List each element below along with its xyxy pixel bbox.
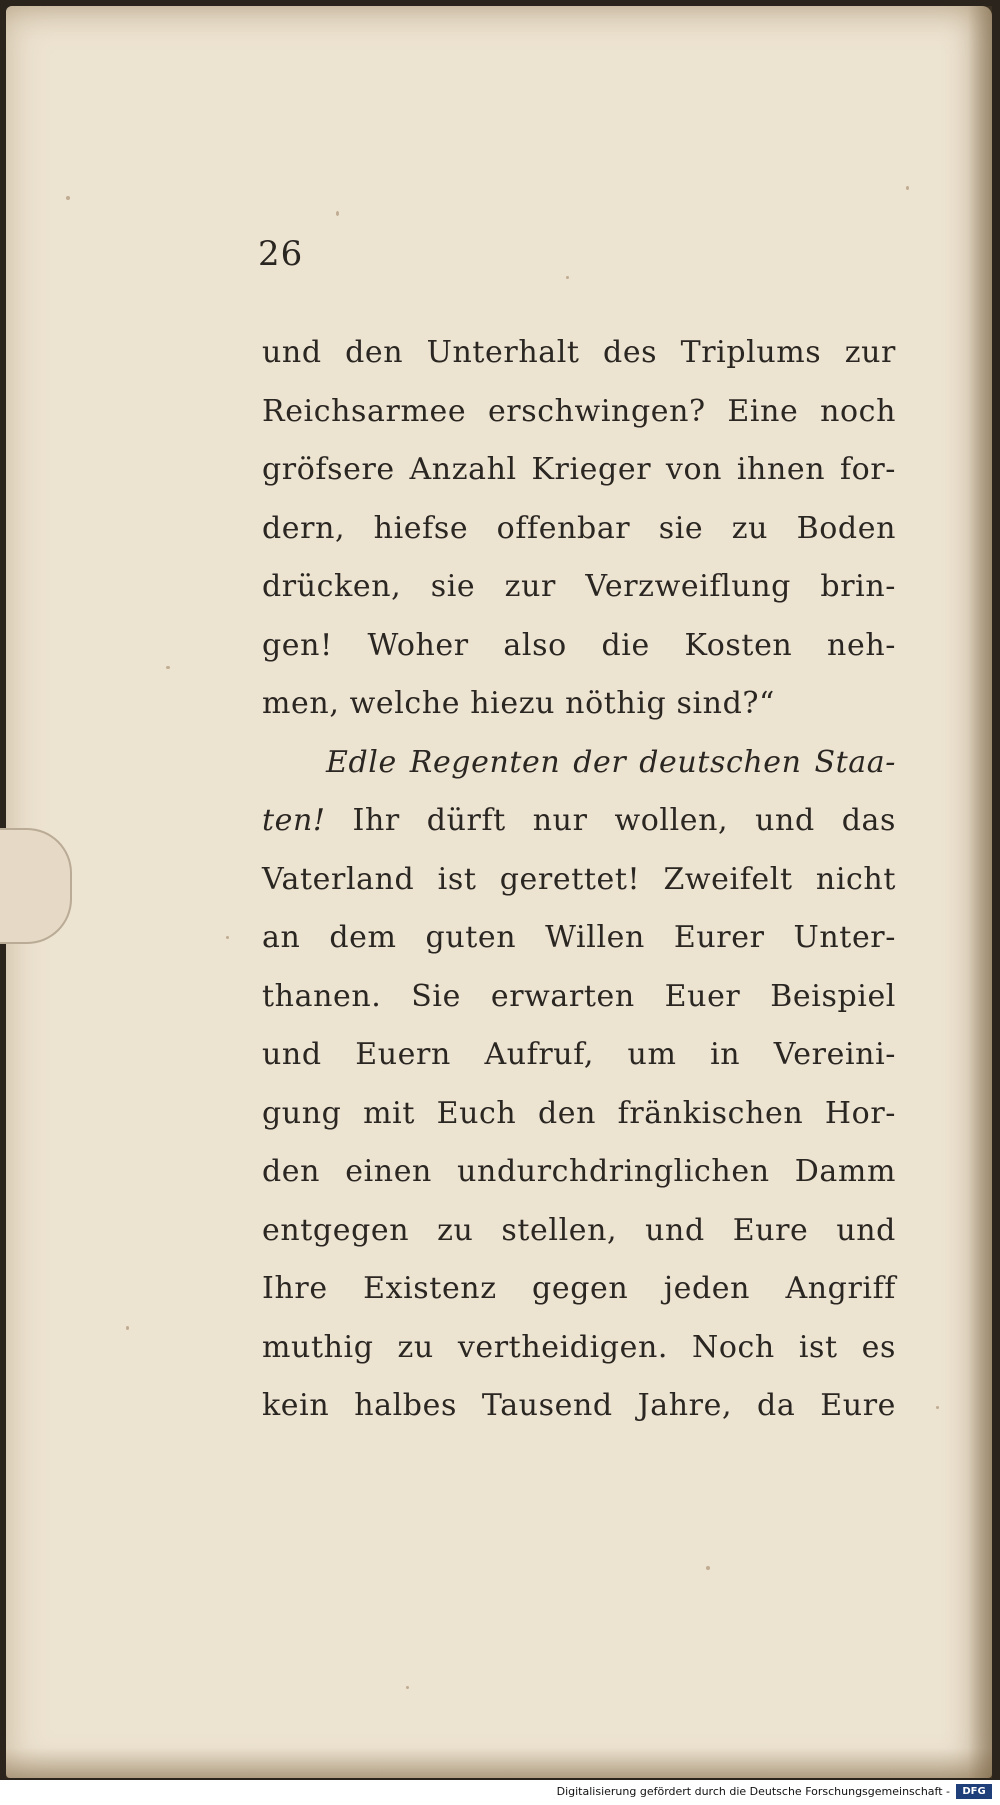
text-line: und Euern Aufruf, um in Vereini- [262,1037,896,1072]
text-line [262,792,896,851]
text-line: kein halbes Tausend Jahre, da Eure [262,1388,896,1423]
text-line: drücken, sie zur Verzweiflung brin- [262,569,896,604]
text-line: Reichsarmee erschwingen? Eine noch [262,393,896,429]
footer-bar [0,1780,1000,1805]
text-span: Ihr dürft nur wollen, und das [325,803,896,838]
text-line: entgegen zu stellen, und Eure und [262,1212,896,1248]
book-page [6,6,992,1778]
text-line: thanen. Sie erwarten Euer Beispiel [262,978,896,1014]
text-line: Vaterland ist gerettet! Zweifelt nicht [262,861,896,897]
text-line: men, welche hiezu nöthig sind?“ [262,686,775,721]
paper-fleck [226,936,229,939]
paper-fleck [166,666,170,669]
funding-credit: Digitalisierung gefördert durch die Deutsche Forschungsgemeinschaft - [556,1785,950,1798]
text-line: Ihre Existenz gegen jeden Angriff [262,1271,896,1306]
paper-fleck [566,276,569,279]
paper-fleck [406,1686,409,1689]
paper-fleck [906,186,909,190]
text-line: an dem guten Willen Eurer Unter- [262,920,896,955]
text-line: muthig zu vertheidigen. Noch ist es [262,1329,896,1365]
text-line: den einen undurchdringlichen Damm [262,1154,896,1189]
text-line: dern, hiefse offenbar sie zu Boden [262,510,896,546]
paper-fleck [66,196,70,200]
paper-fleck [936,1406,939,1409]
page-bottom-shadow [6,1748,992,1778]
paper-fleck [336,211,339,216]
text-line: gröfsere Anzahl Krieger von ihnen for- [262,452,896,487]
text-line: gen! Woher also die Kosten neh- [262,627,896,663]
italic-heading-text: ten! [262,803,326,838]
page-edge-shadow [968,6,992,1778]
text-line: und den Unterhalt des Triplums zur [262,335,896,370]
text-line: gung mit Euch den fränkischen Hor- [262,1095,896,1131]
body-text [262,324,896,1436]
text-line-italic [262,734,896,793]
page-number: 26 [258,234,304,274]
page-tab-mark [0,828,72,944]
italic-heading-text: Edle Regenten der deutschen Staa- [326,744,896,780]
paper-fleck [126,1326,129,1330]
dfg-logo: DFG [956,1784,992,1799]
paper-fleck [706,1566,710,1570]
